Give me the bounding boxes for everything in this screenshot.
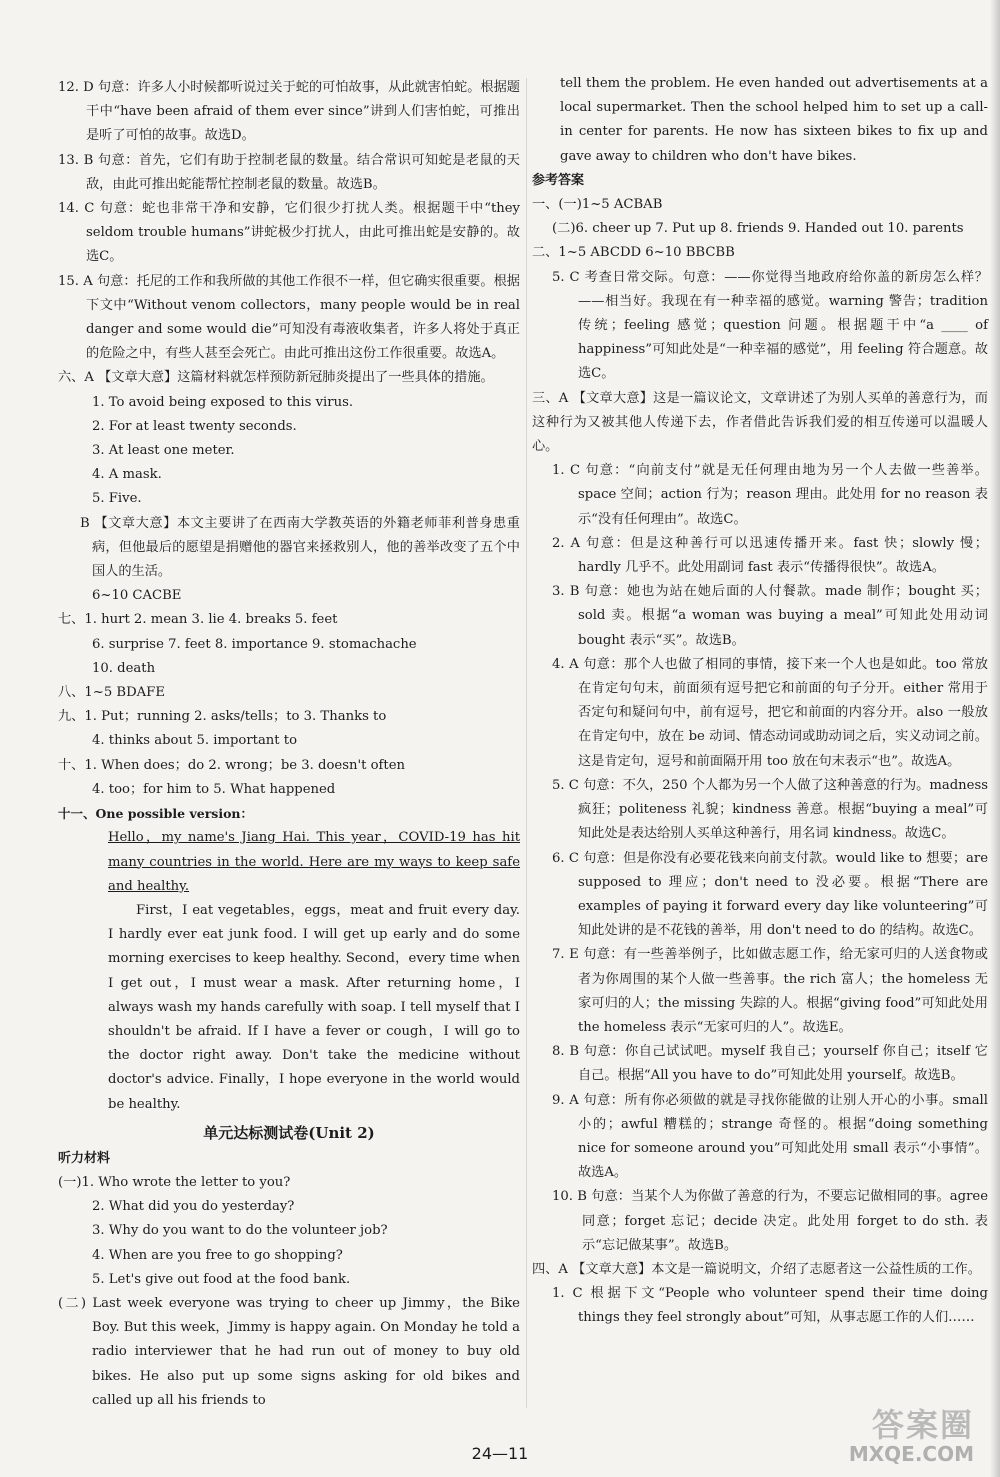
section-three-q9: 9. A 句意：所有你必须做的就是寻找你能做的让别人开心的小事。small 小的；awful 糟糕的；strange 奇怪的。根据“doing something nice for someone around you”可知此处用 small 表示“小事情”。故选A。 [552, 1092, 988, 1181]
listening-2: 2. What did you do yesterday? [92, 1199, 295, 1215]
section-three: 三、A 【文章大意】这是一篇议论文，文章讲述了为别人买单的善意行为，而这种行为又被其他人传递下去，作者借此告诉我们爱的相互传递可以温暖人心。 [532, 390, 988, 455]
section-six-a: 六、A 【文章大意】这篇材料就怎样预防新冠肺炎提出了一些具体的措施。 [58, 370, 494, 386]
page-edge-shadow [990, 0, 1000, 1477]
section-eight: 八、1~5 BDAFE [58, 685, 165, 701]
section-one-line2: (二)6. cheer up 7. Put up 8. friends 9. Handed out 10. parents [552, 221, 964, 237]
listening-5: 5. Let's give out food at the food bank. [92, 1271, 351, 1287]
section-three-q2: 2. A 句意：但是这种善行可以迅速传播开来。fast 快；slowly 慢；hardly 几乎不。此处用副词 fast 表示“传播得很快”。故选A。 [552, 535, 988, 576]
essay-body: First，I eat vegetables，eggs，meat and fruit every day. I hardly ever eat junk food. I will get up early and do some morning exercises to keep healthy. Second，every time when I get out，I must wear a mask. After returning home，I always wash my hands carefully with soap. I tell myself that I shouldn't be afraid. If I have a fever or cough，I will go to the doctor right away. Don't take the medicine without doctor's advice. Finally，I hope everyone in the world would be healthy. [108, 902, 520, 1112]
section-one-line1: 一、(一)1~5 ACBAB [532, 197, 663, 213]
watermark-logo [764, 1400, 994, 1470]
section-seven-line1: 七、1. hurt 2. mean 3. lie 4. breaks 5. feet [58, 612, 338, 628]
left-column [58, 76, 520, 1413]
section-nine-line2: 4. thinks about 5. important to [92, 733, 298, 749]
section-three-q3: 3. B 句意：她也为站在她后面的人付餐款。made 制作；bought 买；sold 卖。根据“a woman was buying a meal”可知此处用动词 bought 表示“买”。故选B。 [552, 584, 988, 648]
section-two-q5: 5. C 考查日常交际。句意：——你觉得当地政府给你盖的新房怎么样？——相当好。我现在有一种幸福的感觉。warning 警告；tradition 传统；feeling 感觉；question 问题。根据题干中“a ____ of happiness”可知此处是“一种幸福的感觉”，用 feeling 符合题意。故选C。 [552, 269, 988, 382]
section-three-q6: 6. C 句意：但是你没有必要花钱来向前支付款。would like to 想要；are supposed to 理应；don't need to 没必要。根据“There are examples of paying it forward every day like volunteering”可知此处讲的是不花钱的善举，用 don't need to do 的结构。故选C。 [552, 850, 988, 939]
six-a-item: 4. A mask. [92, 467, 162, 483]
section-seven-line2: 6. surprise 7. feet 8. importance 9. stomachache [92, 636, 417, 652]
section-nine-line1: 九、1. Put；running 2. asks/tells；to 3. Thanks to [58, 709, 387, 725]
watermark-text: 答案圈 [871, 1406, 974, 1444]
six-a-item: 2. For at least twenty seconds. [92, 418, 297, 434]
column-divider [526, 78, 527, 1408]
watermark-url: MXQE.COM [848, 1442, 974, 1466]
section-two: 二、1~5 ABCDD 6~10 BBCBB [532, 245, 735, 261]
answer-12: 12. D 句意：许多人小时候都听说过关于蛇的可怕故事，从此就害怕蛇。根据题干中“have been afraid of them ever since”讲到人们害怕蛇，可推出是听了可怕的故事。故选D。 [58, 80, 520, 144]
section-four-q1: 1. C 根据下文“People who volunteer spend their time doing things they feel strongly about”可知，从事志愿工作的人们…… [552, 1286, 988, 1326]
answer-13: 13. B 句意：首先，它们有助于控制老鼠的数量。结合常识可知蛇是老鼠的天敌，由此可推出蛇能帮忙控制老鼠的数量。故选B。 [58, 152, 520, 192]
listening-passage: (二) Last week everyone was trying to cheer up Jimmy，the Bike Boy. But this week，Jimmy is happy again. On Monday he told a radio interviewer that he had run out of money to buy old bikes. He also put up some signs asking for old bikes and called up all his friends to [58, 1295, 520, 1408]
essay-intro: Hello，my name's Jiang Hai. This year，COVID-19 has hit many countries in the world. Here are my ways to keep safe and healthy. [108, 830, 520, 894]
listening-1: (一)1. Who wrote the letter to you? [58, 1174, 291, 1190]
answer-15: 15. A 句意：托尼的工作和我所做的其他工作很不一样，但它确实很重要。根据下文中“Without venom collectors，many people would be in real danger and some would die”可知没有毒液收集者，许多人将处于真正的危险之中，有些人甚至会死亡。由此可推出这份工作很重要。故选A。 [58, 273, 520, 362]
section-three-q10: 10. B 句意：当某个人为你做了善意的行为，不要忘记做相同的事。agree 同意；forget 忘记；decide 决定。此处用 forget to do sth. 表示“忘记做某事”。故选B。 [552, 1189, 988, 1253]
right-column [532, 76, 988, 1331]
unit-title: 单元达标测试卷(Unit 2) [203, 1123, 375, 1142]
listening-3: 3. Why do you want to do the volunteer job? [92, 1223, 388, 1239]
section-three-q4: 4. A 句意：那个人也做了相同的事情，接下来一个人也是如此。too 常放在肯定句句末，前面须有逗号把它和前面的句子分开。either 常用于否定句和疑问句中，前有逗号，把它和前面的内容分开。also 一般放在肯定句中，放在 be 动词、情态动词或助动词之后，实义动词之前。这是肯定句，逗号和前面隔开用 too 放在句末表示“也”。故选A。 [552, 656, 988, 769]
six-a-item: 1. To avoid being exposed to this virus. [92, 394, 354, 410]
reference-answers-heading: 参考答案 [532, 172, 585, 188]
section-seven-line3: 10. death [92, 660, 156, 676]
six-a-item: 5. Five. [92, 491, 142, 507]
section-ten-line1: 十、1. When does；do 2. wrong；be 3. doesn't often [58, 757, 406, 773]
section-three-q8: 8. B 句意：你自己试试吧。myself 我自己；yourself 你自己；itself 它自己。根据“All you have to do”可知此处用 yourself。故选B。 [552, 1044, 988, 1084]
listening-passage-cont: tell them the problem. He even handed out advertisements at a local supermarket. Then the school helped him to set up a call-in center for parents. He now has sixteen bikes to fix up and gave away to children who don't have bikes. [560, 76, 988, 164]
section-eleven-heading: 十一、One possible version： [58, 806, 253, 822]
section-four: 四、A 【文章大意】本文是一篇说明文，介绍了志愿者这一公益性质的工作。 [532, 1261, 981, 1277]
section-ten-line2: 4. too；for him to 5. What happened [92, 781, 336, 797]
page-number: 24—11 [471, 1444, 529, 1463]
six-a-item: 3. At least one meter. [92, 443, 235, 459]
listening-heading: 听力材料 [58, 1150, 111, 1166]
section-three-q7: 7. E 句意：有一些善举例子，比如做志愿工作，给无家可归的人送食物或者为你周围的某个人做一些善事。the rich 富人；the homeless 无家可归的人；the missing 失踪的人。根据“giving food”可知此处用 the homeless 表示“无家可归的人”。故选E。 [552, 947, 988, 1035]
section-six-b: B 【文章大意】本文主要讲了在西南大学教英语的外籍老师菲利普身患重病，但他最后的愿望是捐赠他的器官来拯救别人，他的善举改变了五个中国人的生活。 [80, 515, 520, 580]
section-three-q1: 1. C 句意：“向前支付”就是无任何理由地为另一个人去做一些善举。space 空间；action 行为；reason 理由。此处用 for no reason 表示“没有任何理由”。故选C。 [552, 463, 988, 527]
listening-4: 4. When are you free to go shopping? [92, 1247, 343, 1263]
six-b-answers: 6~10 CACBE [92, 588, 182, 604]
section-three-q5: 5. C 句意：不久，250 个人都为另一个人做了这种善意的行为。madness 疯狂；politeness 礼貌；kindness 善意。根据“buying a meal”可知此处是表达给别人买单这种善行，用名词 kindness。故选C。 [552, 777, 988, 842]
answer-14: 14. C 句意：蛇也非常干净和安静，它们很少打扰人类。根据题干中“they seldom trouble humans”讲蛇极少打扰人，由此可推出蛇是安静的。故选C。 [58, 201, 520, 265]
